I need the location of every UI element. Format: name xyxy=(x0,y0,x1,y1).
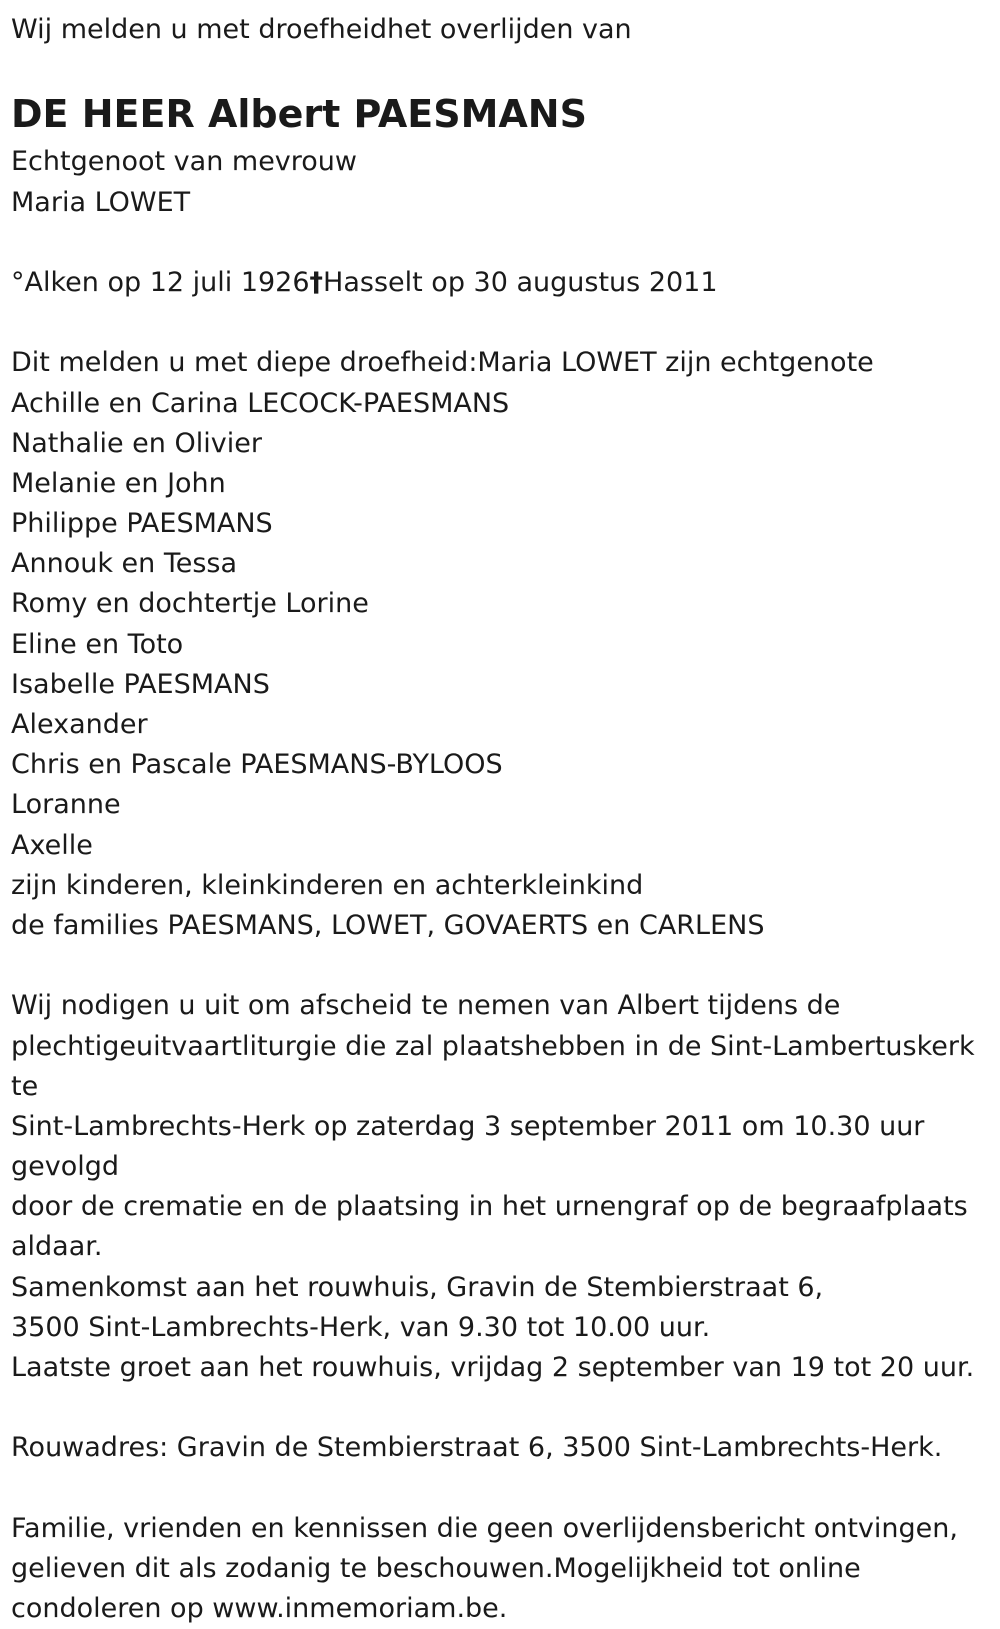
mourner-line: Nathalie en Olivier xyxy=(11,427,262,459)
ceremony-line: Wij nodigen u uit om afscheid te nemen van Albert tijdens de xyxy=(11,990,841,1022)
spacer xyxy=(11,50,989,90)
mourner-line: Annouk en Tessa xyxy=(11,548,238,580)
mourner-line: Dit melden u met diepe droefheid:Maria LOWET zijn echtgenote xyxy=(11,347,874,379)
mourners-list xyxy=(11,343,989,946)
mourner-line: Melanie en John xyxy=(11,467,226,499)
mourner-line: Romy en dochtertje Lorine xyxy=(11,588,369,620)
closing-note xyxy=(11,1509,989,1629)
mourner-line: Isabelle PAESMANS xyxy=(11,668,270,700)
spacer xyxy=(11,1469,989,1509)
spouse-line-1: Echtgenoot van mevrouw xyxy=(11,146,358,178)
ceremony-line: te xyxy=(11,1070,39,1102)
spacer xyxy=(11,1388,989,1428)
mourner-line: Loranne xyxy=(11,789,121,821)
cross-icon: † xyxy=(309,266,324,298)
ceremony-line: Samenkomst aan het rouwhuis, Gravin de Stembierstraat 6, xyxy=(11,1271,824,1303)
ceremony-line: Laatste groet aan het rouwhuis, vrijdag 2 september van 19 tot 20 uur. xyxy=(11,1352,975,1383)
mourner-line: Eline en Toto xyxy=(11,628,184,660)
deceased-name: DE HEER Albert PAESMANS xyxy=(11,92,587,137)
mourner-line: Achille en Carina LECOCK-PAESMANS xyxy=(11,387,510,419)
ceremony-line: aldaar. xyxy=(11,1231,103,1263)
spacer xyxy=(11,303,989,343)
ceremony-line: gevolgd xyxy=(11,1151,120,1183)
mourner-line: Axelle xyxy=(11,829,93,861)
spouse-line-2: Maria LOWET xyxy=(11,186,191,218)
ceremony-line: 3500 Sint-Lambrechts-Herk, van 9.30 tot 10.00 uur. xyxy=(11,1311,711,1343)
mourning-address: Rouwadres: Gravin de Stembierstraat 6, 3500 Sint-Lambrechts-Herk. xyxy=(11,1432,943,1464)
mourner-line: Alexander xyxy=(11,709,148,740)
spacer xyxy=(11,946,989,986)
ceremony-line: door de crematie en de plaatsing in het urnengraf op de begraafplaats xyxy=(11,1191,968,1223)
intro-line: Wij melden u met droefheidhet overlijden van xyxy=(11,14,632,45)
mourner-line: de families PAESMANS, LOWET, GOVAERTS en CARLENS xyxy=(11,909,765,941)
closing-line: condoleren op www.inmemoriam.be. xyxy=(11,1593,508,1625)
mourner-line: zijn kinderen, kleinkinderen en achterkleinkind xyxy=(11,869,644,901)
ceremony-line: Sint-Lambrechts-Herk op zaterdag 3 september 2011 om 10.30 uur xyxy=(11,1110,925,1142)
ceremony-line: plechtigeuitvaartliturgie die zal plaatshebben in de Sint-Lambertuskerk xyxy=(11,1030,975,1062)
spacer xyxy=(11,223,989,263)
death-info: Hasselt op 30 augustus 2011 xyxy=(323,266,718,298)
birth-info: °Alken op 12 juli 1926 xyxy=(11,266,310,298)
life-dates xyxy=(11,263,989,303)
mourner-line: Philippe PAESMANS xyxy=(11,508,273,540)
closing-line: gelieven dit als zodanig te beschouwen.Mogelijkheid tot online xyxy=(11,1552,861,1584)
mourner-line: Chris en Pascale PAESMANS-BYLOOS xyxy=(11,749,503,781)
ceremony-details xyxy=(11,986,989,1388)
closing-line: Familie, vrienden en kennissen die geen overlijdensbericht ontvingen, xyxy=(11,1512,958,1544)
